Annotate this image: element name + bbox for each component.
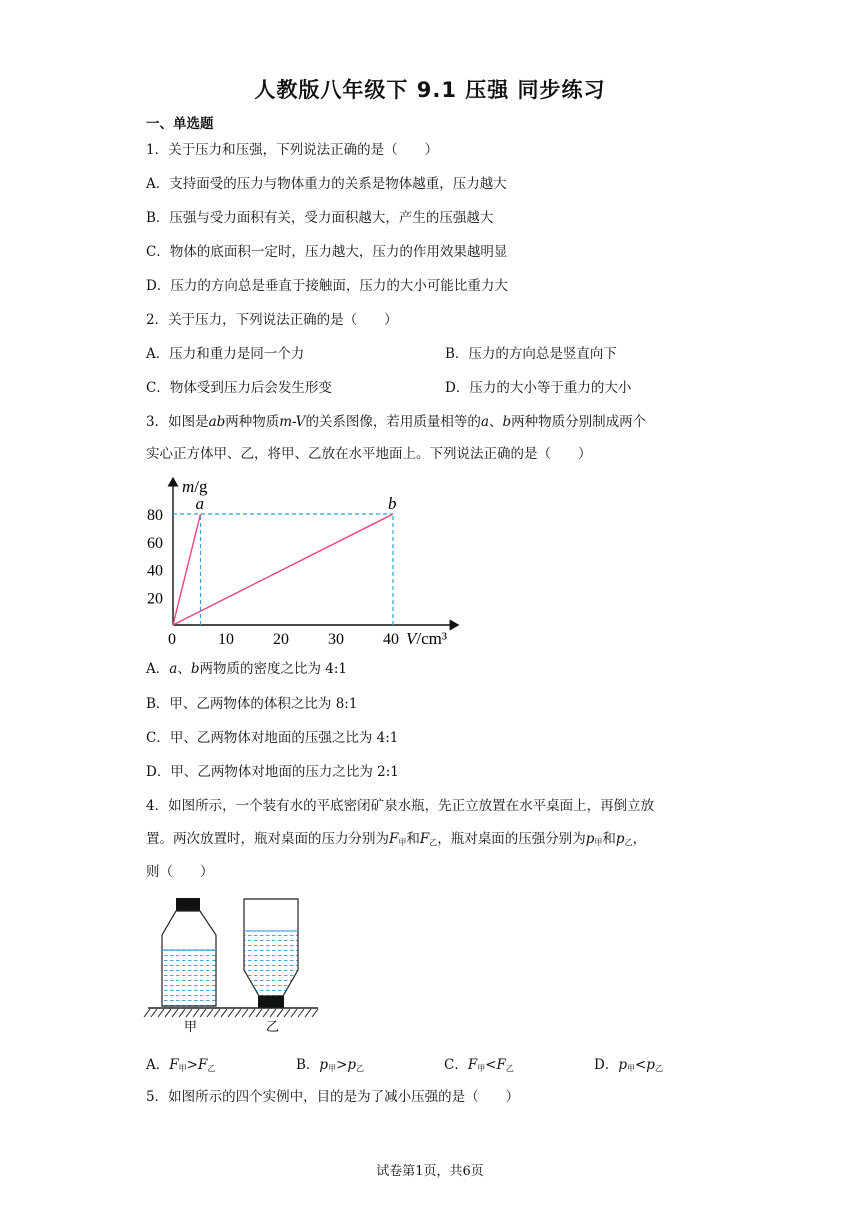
label-yi: 乙 [266, 1019, 280, 1034]
q4-var-f: F [419, 831, 430, 847]
q4-option-d [594, 1055, 663, 1079]
bottles-figure [140, 888, 330, 1038]
q4-var-p: p [618, 1057, 627, 1073]
q3-option-c: C．甲、乙两物体对地面的压强之比为 4:1 [146, 730, 399, 746]
comparison-sign: < [485, 1057, 497, 1073]
q4-sub-jia: 甲 [594, 838, 603, 847]
mass-volume-chart [140, 470, 470, 655]
q4-var-f: F [467, 1057, 478, 1073]
q3-stem-text: 两种物质 [225, 414, 280, 430]
q3-var-a: a [169, 661, 178, 677]
q4-var-p: p [319, 1057, 329, 1073]
q4-sub-jia: 甲 [477, 1064, 486, 1073]
series-label-a: a [195, 494, 204, 513]
q4-stem-line3: 则（ ） [146, 864, 214, 880]
q2-option-a: A．压力和重力是同一个力 [146, 346, 305, 362]
x-tick-label: 0 [168, 631, 176, 648]
q2-option-d: D．压力的大小等于重力的大小 [445, 380, 632, 396]
q3-var-b: b [502, 414, 512, 430]
q3-stem-text: 、 [489, 414, 503, 430]
q3-option-a [146, 659, 347, 679]
q4-sub-yi: 乙 [505, 1064, 514, 1073]
option-label: D． [594, 1057, 619, 1073]
q3-option-d: D．甲、乙两物体对地面的压力之比为 2:1 [146, 764, 399, 780]
option-label: B． [296, 1057, 320, 1073]
q4-sub-yi: 乙 [356, 1064, 365, 1073]
x-axis-label: V/cm³ [406, 629, 447, 648]
cap [258, 996, 284, 1008]
inverted-bottle [244, 899, 298, 1008]
cap [176, 898, 200, 911]
q1-option-d: D．压力的方向总是垂直于接触面，压力的大小可能比重力大 [146, 278, 508, 294]
water [244, 931, 298, 996]
q4-stem-text: 和 [406, 831, 420, 847]
q4-option-c [444, 1055, 514, 1079]
q3-var-mv: m-V [279, 414, 306, 430]
x-tick-label: 40 [383, 631, 399, 648]
q4-stem-text: 和 [602, 831, 616, 847]
q3-stem-line2: 实心正方体甲、乙，将甲、乙放在水平地面上。下列说法正确的是（ ） [146, 446, 592, 462]
q3-option-text: 两物质的密度之比为 4:1 [199, 661, 347, 677]
q4-var-p: p [646, 1057, 655, 1073]
water [162, 950, 216, 1006]
x-tick-label: 20 [273, 631, 289, 648]
q4-option-b [296, 1055, 364, 1079]
q2-stem: 2．关于压力，下列说法正确的是（ ） [146, 312, 398, 328]
q3-stem-line1 [146, 412, 646, 432]
q4-sub-jia: 甲 [626, 1064, 635, 1073]
q4-stem-text: ， [632, 831, 647, 847]
q4-sub-jia: 甲 [178, 1064, 187, 1073]
q2-option-c: C．物体受到压力后会发生形变 [146, 380, 332, 396]
q1-option-c: C．物体的底面积一定时，压力越大，压力的作用效果越明显 [146, 244, 508, 260]
upright-bottle [162, 898, 216, 1006]
q4-var-p: p [347, 1057, 357, 1073]
q1-option-a: A．支持面受的压力与物体重力的关系是物体越重，压力越大 [146, 176, 507, 192]
page-title: 人教版八年级下 9.1 压强 同步练习 [254, 78, 606, 102]
q4-sub-yi: 乙 [207, 1064, 216, 1073]
q4-sub-yi: 乙 [654, 1064, 663, 1073]
y-tick-label: 40 [147, 562, 163, 580]
page-footer: 试卷第1页，共6页 [376, 1164, 484, 1179]
q3-var-a: a [480, 414, 489, 430]
q4-var-p: p [585, 831, 595, 847]
q3-var-b: b [190, 661, 200, 677]
option-label: A． [146, 1057, 170, 1073]
q5-stem: 5．如图所示的四个实例中，目的是为了减小压强的是（ ） [146, 1089, 520, 1105]
y-tick-label: 80 [147, 507, 163, 524]
q4-var-f: F [496, 1057, 506, 1073]
q3-stem-text: 两种物质分别制成两个 [511, 414, 647, 430]
q3-stem-text: 3．如图是 [146, 414, 209, 430]
q3-option-text: A． [146, 661, 170, 677]
q4-stem-text: ，瓶对桌面的压强分别为 [437, 831, 586, 847]
q4-var-f: F [197, 1057, 208, 1073]
q4-sub-yi: 乙 [624, 838, 633, 847]
q4-stem-line2 [146, 829, 646, 853]
q4-sub-jia: 甲 [398, 838, 407, 847]
comparison-sign: > [336, 1057, 348, 1073]
series-label-b: b [388, 494, 397, 513]
q4-stem-line1: 4．如图所示，一个装有水的平底密闭矿泉水瓶，先正立放置在水平桌面上，再倒立放 [146, 798, 655, 814]
section-heading: 一、单选题 [146, 116, 214, 132]
q1-stem: 1．关于压力和压强，下列说法正确的是（ ） [146, 142, 439, 158]
q3-var-ab: ab [208, 414, 226, 430]
q4-var-f: F [389, 831, 399, 847]
q3-option-b: B．甲、乙两物体的体积之比为 8:1 [146, 696, 358, 712]
x-tick-label: 10 [218, 631, 234, 648]
y-tick-label: 20 [147, 590, 163, 608]
q2-option-b: B．压力的方向总是竖直向下 [445, 346, 617, 362]
y-tick-label: 60 [147, 534, 163, 552]
q3-stem-text: 的关系图像，若用质量相等的 [305, 414, 481, 430]
series-line-b [173, 514, 393, 625]
q4-option-a [146, 1055, 215, 1079]
q4-stem-text: 置。两次放置时，瓶对桌面的压力分别为 [146, 831, 389, 847]
series-line-a [173, 514, 201, 625]
option-label: C． [444, 1057, 468, 1073]
x-tick-label: 30 [328, 631, 344, 648]
label-jia: 甲 [184, 1019, 198, 1034]
table-hatch [144, 1009, 318, 1017]
q3-option-text: 、 [177, 661, 191, 677]
comparison-sign: > [186, 1057, 198, 1073]
q4-var-p: p [615, 831, 625, 847]
y-axis-label: m/g [182, 477, 208, 496]
comparison-sign: < [634, 1057, 647, 1073]
q4-sub-jia: 甲 [328, 1064, 337, 1073]
q1-option-b: B．压强与受力面积有关，受力面积越大，产生的压强越大 [146, 210, 494, 226]
q4-sub-yi: 乙 [429, 838, 438, 847]
q4-var-f: F [169, 1057, 179, 1073]
